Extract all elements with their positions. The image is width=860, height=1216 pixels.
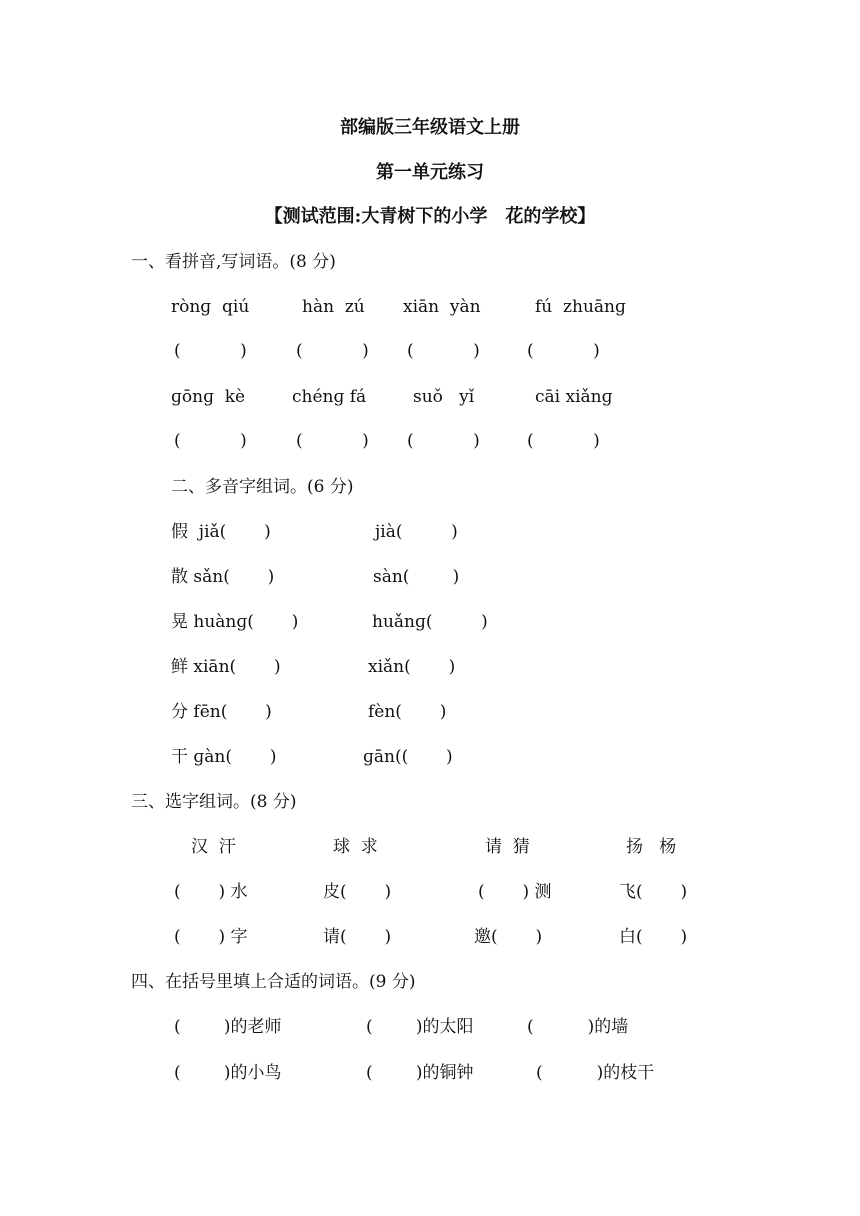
- word-blank[interactable]: 邀( ): [474, 927, 543, 947]
- fill-phrase[interactable]: ( )的老师: [174, 1017, 282, 1037]
- word-blank[interactable]: 飞( ): [619, 882, 688, 902]
- answer-blank[interactable]: ( ): [527, 431, 600, 451]
- polyphone-item[interactable]: xiǎn( ): [368, 657, 456, 677]
- polyphone-item[interactable]: 分 fēn( ): [171, 702, 272, 722]
- answer-blank[interactable]: ( ): [407, 341, 480, 361]
- answer-blank[interactable]: ( ): [407, 431, 480, 451]
- polyphone-item[interactable]: sàn( ): [373, 567, 460, 587]
- answer-blank[interactable]: ( ): [174, 431, 247, 451]
- polyphone-item[interactable]: 晃 huànɡ( ): [171, 612, 299, 632]
- answer-blank[interactable]: ( ): [296, 341, 369, 361]
- test-scope: 【测试范围:大青树下的小学 花的学校】: [264, 206, 596, 227]
- unit-subtitle: 第一单元练习: [376, 162, 484, 183]
- word-blank[interactable]: 皮( ): [323, 882, 392, 902]
- polyphone-item[interactable]: ɡān(( ): [363, 747, 453, 767]
- section-3-heading: 三、选字组词。(8 分): [131, 792, 297, 812]
- pinyin-item: cāi xiǎnɡ: [535, 387, 613, 407]
- pinyin-item: chénɡ fá: [292, 387, 367, 407]
- fill-phrase[interactable]: ( )的太阳: [366, 1017, 474, 1037]
- character-pair: 球 求: [333, 837, 378, 857]
- polyphone-item[interactable]: jià( ): [375, 522, 458, 542]
- polyphone-item[interactable]: huǎnɡ( ): [372, 612, 488, 632]
- word-blank[interactable]: 白( ): [619, 927, 688, 947]
- pinyin-item: fú zhuānɡ: [535, 297, 626, 317]
- polyphone-item[interactable]: 假 jiǎ( ): [171, 522, 271, 542]
- polyphone-item[interactable]: 干 ɡàn( ): [171, 747, 277, 767]
- section-2-heading: 二、多音字组词。(6 分): [171, 477, 354, 497]
- pinyin-item: rònɡ qiú: [171, 297, 250, 317]
- section-1-heading: 一、看拼音,写词语。(8 分): [131, 252, 336, 272]
- answer-blank[interactable]: ( ): [527, 341, 600, 361]
- word-blank[interactable]: ( ) 字: [174, 927, 248, 947]
- section-4-heading: 四、在括号里填上合适的词语。(9 分): [131, 972, 416, 992]
- word-blank[interactable]: ( ) 测: [478, 882, 552, 902]
- polyphone-item[interactable]: 散 sǎn( ): [171, 567, 275, 587]
- word-blank[interactable]: ( ) 水: [174, 882, 248, 902]
- answer-blank[interactable]: ( ): [174, 341, 247, 361]
- pinyin-item: xiān yàn: [403, 297, 481, 317]
- polyphone-item[interactable]: 鲜 xiān( ): [171, 657, 281, 677]
- word-blank[interactable]: 请( ): [323, 927, 392, 947]
- character-pair: 扬 杨: [626, 837, 677, 857]
- answer-blank[interactable]: ( ): [296, 431, 369, 451]
- worksheet-title: 部编版三年级语文上册: [340, 117, 520, 138]
- fill-phrase[interactable]: ( )的铜钟: [366, 1063, 474, 1083]
- pinyin-item: suǒ yǐ: [413, 387, 475, 407]
- fill-phrase[interactable]: ( )的墙: [527, 1017, 629, 1037]
- polyphone-item[interactable]: fèn( ): [368, 702, 447, 722]
- pinyin-item: ɡōnɡ kè: [171, 387, 246, 407]
- character-pair: 汉 汗: [191, 837, 236, 857]
- fill-phrase[interactable]: ( )的枝干: [536, 1063, 655, 1083]
- character-pair: 请 猜: [485, 837, 530, 857]
- pinyin-item: hàn zú: [302, 297, 365, 317]
- fill-phrase[interactable]: ( )的小鸟: [174, 1063, 282, 1083]
